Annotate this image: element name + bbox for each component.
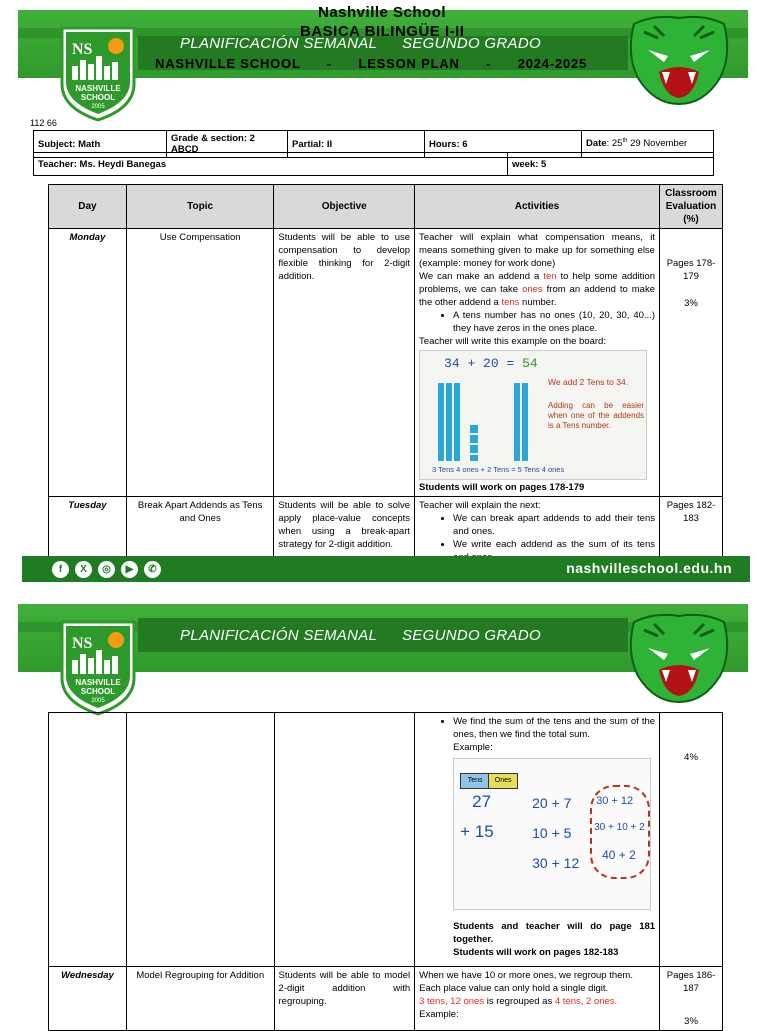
list-item: • A tens number has no ones (10, 20, 30, 40...) they have zeros in the ones place. [453, 309, 655, 335]
hours-cell: Hours: 6 [425, 131, 582, 158]
board-row-1a: 27 [472, 792, 492, 811]
lesson-plan-table [48, 184, 723, 567]
objective-monday: Students will be able to use compensation to develop flexible thinking for 2-digit addition. [274, 229, 415, 497]
activity-text: Each place value can only hold a single digit. [419, 983, 609, 994]
day-monday: Monday [49, 229, 127, 497]
activity-text [419, 270, 655, 309]
board-photo-break-apart [453, 758, 651, 910]
objective-wednesday: Students will be able to model 2-digit addition with regrouping. [274, 967, 415, 1031]
youtube-icon[interactable]: ▶ [121, 561, 138, 578]
partial-cell: Partial: II [288, 131, 425, 158]
highlight-after: 4 tens, 2 ones. [554, 996, 618, 1007]
board-photo-compensation [419, 350, 647, 480]
school-name: Nashville School [318, 4, 447, 21]
activity-text: When we have 10 or more ones, we regroup them. [419, 970, 633, 981]
board-note-2: Adding can be easier when one of the addends is a Tens number. [548, 401, 645, 430]
day-wednesday: Wednesday [49, 967, 127, 1031]
svg-text:NS: NS [72, 41, 93, 58]
lesson-plan-line [155, 56, 587, 71]
board-eq-c: 54 [522, 356, 538, 371]
activity-text: to help some addition problems, we can take [419, 271, 655, 295]
work-pages: Students will work on pages 182-183 [453, 947, 619, 958]
activity-text: from an addend to make the other addend a [419, 284, 655, 308]
list-item: • We write each addend as the sum of its tens [453, 538, 655, 564]
crest-year: 2005 [91, 104, 105, 110]
table-row [49, 713, 723, 967]
date-value: : 25 [606, 138, 623, 150]
objective-tuesday: Students will be able to solve apply place-value concepts when using a break-apart strategy for 2-digit addition. [274, 497, 415, 567]
evaluation-tuesday-continued [660, 713, 723, 967]
highlight-before: 3 tens, 12 ones [419, 996, 485, 1007]
table-row [49, 967, 723, 1031]
lesson-dash: - [486, 56, 492, 71]
teacher-info-table [33, 152, 714, 176]
school-crest-logo [58, 22, 138, 126]
activity-text [419, 995, 655, 1008]
topic-monday: Use Compensation [126, 229, 274, 497]
topic-wednesday: Model Regrouping for Addition [126, 967, 274, 1031]
board-row-3: 30 + 12 [532, 855, 580, 871]
eval-percent: 4% [684, 752, 698, 763]
list-item: • We can break apart addends to add their tens and ones. [453, 512, 655, 538]
topic-tuesday: Break Apart Addends as Tens and Ones [126, 497, 274, 567]
example-label: Example: [453, 742, 493, 753]
board-row-2b: 10 + 5 [532, 825, 572, 841]
banner-title-left: PLANIFICACIÓN SEMANAL [180, 35, 378, 52]
header-evaluation: Classroom Evaluation (%) [659, 185, 722, 229]
eval-pages: Pages 186-187 [666, 970, 716, 994]
activity-text: number. [519, 297, 557, 308]
activity-text: is regrouped as [484, 996, 555, 1007]
board-ones-label: Ones [488, 773, 518, 789]
subject-cell: Subject: Math [34, 131, 167, 158]
list-item: • We find the sum of the tens and the sum of the ones, then we find the total sum. [453, 715, 655, 741]
lesson-plan-table-continued [48, 712, 723, 1031]
base-ten-blocks-icon [436, 379, 536, 461]
banner-title-right: SEGUNDO GRADO [402, 35, 541, 52]
evaluation-tuesday: Pages 182-183 [659, 497, 722, 567]
teacher-cell: Teacher: Ms. Heydi Banegas [34, 153, 508, 176]
highlight-ones: ones [522, 284, 543, 295]
crest-text: NASHVILLE SCHOOL [75, 84, 121, 102]
bullet-list [419, 715, 655, 741]
lesson-school: NASHVILLE SCHOOL [155, 56, 301, 71]
x-icon[interactable]: X [75, 561, 92, 578]
activity-text: Teacher will explain the next: [419, 500, 541, 511]
activity-text: We can make an addend a [419, 271, 544, 282]
banner-title-right: SEGUNDO GRADO [402, 627, 541, 644]
eval-pages: Pages 178-179 [666, 258, 716, 282]
banner-title-left: PLANIFICACIÓN SEMANAL [180, 627, 378, 644]
school-crest-logo [58, 616, 138, 720]
activities-monday [415, 229, 660, 497]
activities-wednesday [415, 967, 660, 1031]
activities-tuesday-continued [415, 713, 660, 967]
date-sup: th [622, 138, 628, 145]
header-topic: Topic [126, 185, 274, 229]
board-row-1b: 20 + 7 [532, 795, 572, 811]
work-together: Students and teacher will do page 181 together. [453, 921, 656, 945]
page-footer [22, 556, 750, 582]
board-row-2a: + 15 [460, 822, 494, 841]
highlight-ten: ten [543, 271, 557, 282]
activity-text: Teacher will write this example on the board: [419, 336, 606, 347]
board-tens-label: Tens [460, 773, 490, 789]
header-day: Day [49, 185, 127, 229]
date-label: Date [586, 138, 607, 150]
bullet-list [419, 309, 655, 335]
social-icons [52, 561, 161, 578]
week-cell: week: 5 [508, 153, 714, 176]
facebook-icon[interactable]: f [52, 561, 69, 578]
program-name: BASICA BILINGÜE I-II [300, 23, 465, 40]
day-tuesday: Tuesday [49, 497, 127, 567]
date-end: 29 November [627, 138, 688, 150]
evaluation-monday [659, 229, 722, 497]
table-row [49, 229, 723, 497]
header-objective: Objective [274, 185, 415, 229]
website-url[interactable]: nashvilleschool.edu.hn [566, 560, 732, 576]
svg-text:NS: NS [72, 635, 93, 652]
header-activities: Activities [415, 185, 660, 229]
instagram-icon[interactable]: ◎ [98, 561, 115, 578]
board-eq-b: + 20 = [467, 356, 515, 371]
board-cloud-1: 30 + 12 [596, 795, 634, 807]
tiger-mascot-logo [624, 612, 744, 702]
evaluation-wednesday [660, 967, 723, 1031]
board-bottom: 3 Tens 4 ones + 2 Tens = 5 Tens 4 ones [432, 465, 565, 474]
board-cloud-2: 30 + 10 + 2 [594, 822, 645, 833]
work-pages: Students will work on pages 178-179 [419, 482, 585, 493]
crest-text: NASHVILLE SCHOOL [75, 678, 121, 696]
whatsapp-icon[interactable]: ✆ [144, 561, 161, 578]
eval-percent: 3% [684, 1016, 698, 1027]
eval-percent: 3% [684, 298, 698, 309]
tiger-mascot-logo [624, 14, 744, 104]
lesson-plan-label: LESSON PLAN [358, 56, 460, 71]
crest-year: 2005 [91, 698, 105, 704]
activity-text: Teacher will explain what compensation means, it means something given to make up for something else (example: money for work done) [419, 232, 655, 269]
lesson-year: 2024-2025 [517, 56, 588, 71]
lesson-dash: - [326, 56, 333, 71]
board-eq-a: 34 [444, 356, 460, 371]
grade-cell: Grade & section: 2 ABCD [167, 131, 288, 158]
board-cloud-3: 40 + 2 [602, 848, 636, 862]
example-label: Example: [419, 1009, 459, 1020]
document-code: 112 66 [30, 118, 57, 128]
highlight-tens: tens [501, 297, 520, 308]
board-note-1: We add 2 Tens to 34. [548, 377, 629, 387]
